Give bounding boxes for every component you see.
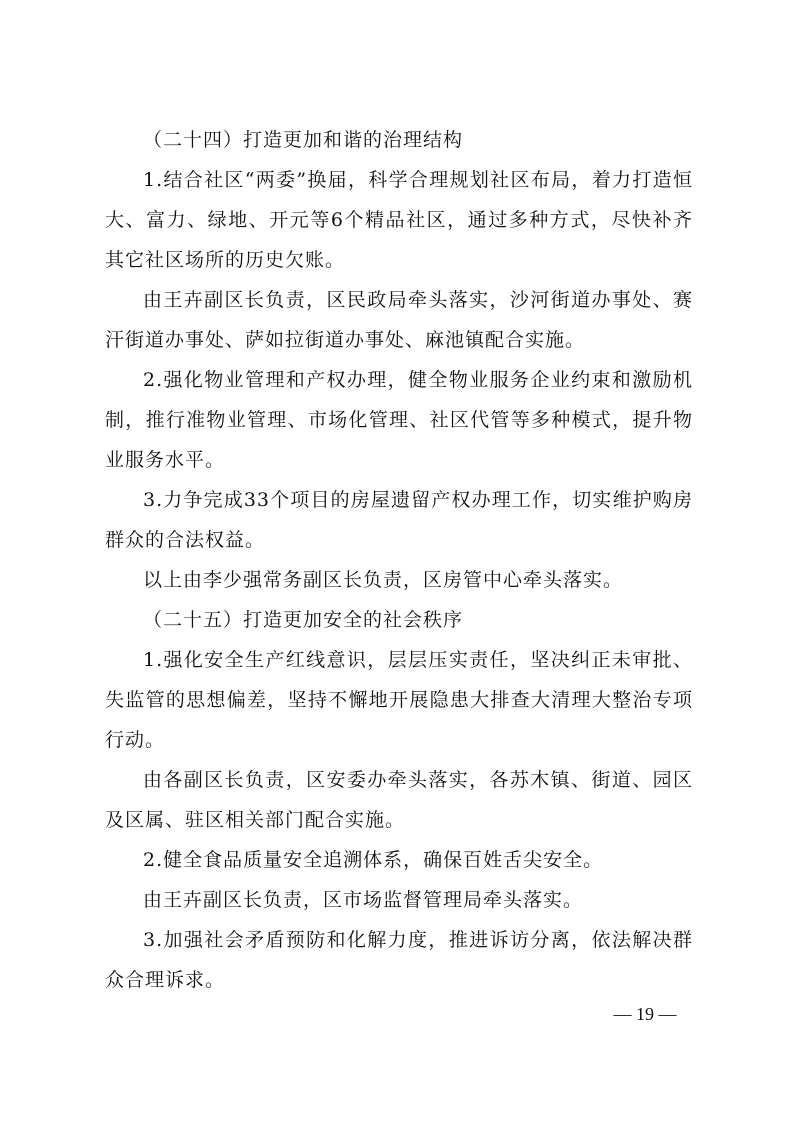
page-number: — 19 — (613, 1004, 677, 1024)
paragraph: 2.健全食品质量安全追溯体系，确保百姓舌尖安全。 (143, 849, 604, 871)
paragraph: 1.强化安全生产红线意识，层层压实责任，坚决纠正未审批、失监管的思想偏差，坚持不懈地开展隐患大排查大清理大整治专项行动。 (105, 649, 693, 751)
section-heading-25: （二十五）打造更加安全的社会秩序 (143, 609, 464, 631)
paragraph: 由王卉副区长负责，区民政局牵头落实，沙河街道办事处、赛汗街道办事处、萨如拉街道办事处、麻池镇配合实施。 (105, 289, 693, 351)
paragraph: 由王卉副区长负责，区市场监督管理局牵头落实。 (143, 889, 584, 911)
document-body (105, 120, 693, 1000)
paragraph: 由各副区长负责，区安委办牵头落实，各苏木镇、街道、园区及区属、驻区相关部门配合实施。 (105, 769, 693, 831)
section-heading-24: （二十四）打造更加和谐的治理结构 (143, 129, 464, 151)
paragraph: 2.强化物业管理和产权办理，健全物业服务企业约束和激励机制，推行准物业管理、市场化管理、社区代管等多种模式，提升物业服务水平。 (105, 369, 693, 471)
paragraph: 1.结合社区“两委”换届，科学合理规划社区布局，着力打造恒大、富力、绿地、开元等6个精品社区，通过多种方式，尽快补齐其它社区场所的历史欠账。 (105, 169, 693, 271)
paragraph: 3.力争完成33个项目的房屋遗留产权办理工作，切实维护购房群众的合法权益。 (105, 489, 693, 551)
paragraph: 3.加强社会矛盾预防和化解力度，推进诉访分离，依法解决群众合理诉求。 (105, 929, 693, 991)
paragraph: 以上由李少强常务副区长负责，区房管中心牵头落实。 (143, 569, 624, 591)
